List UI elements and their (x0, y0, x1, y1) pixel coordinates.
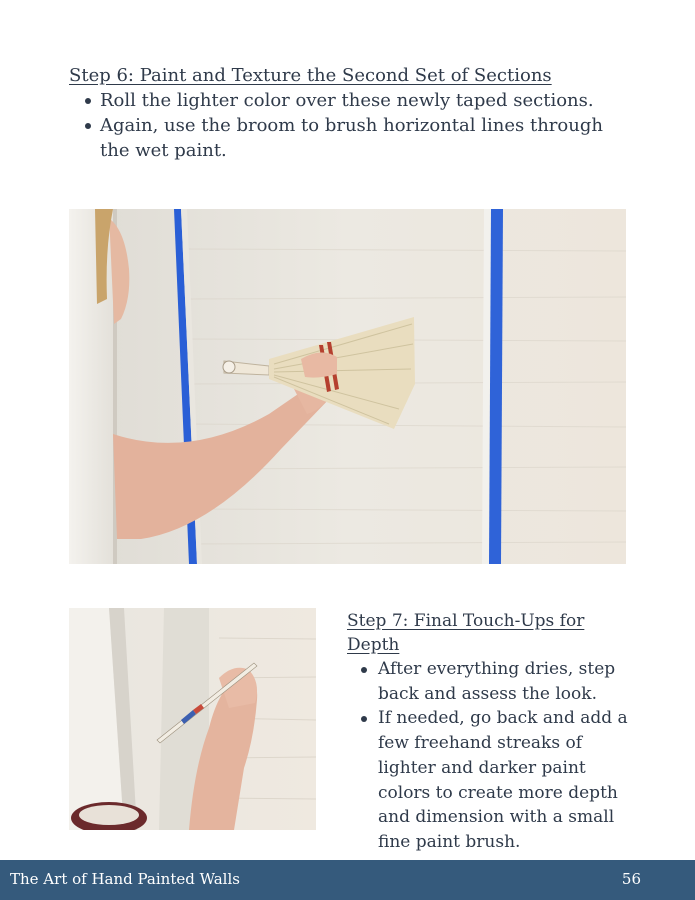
step-6-section (69, 64, 629, 163)
broom-texture-illustration (69, 209, 626, 564)
step-7-section (347, 609, 637, 855)
step-6-heading: Step 6: Paint and Texture the Second Set of Sections (69, 65, 552, 86)
step-7-bullet: If needed, go back and add a few freehand streaks of lighter and darker paint colors to create more depth and dimension with a small fine paint brush. (347, 706, 637, 854)
step-7-bullet-list (347, 657, 637, 855)
step-7-bullet: After everything dries, step back and assess the look. (347, 657, 637, 706)
step-6-bullet: Again, use the broom to brush horizontal lines through the wet paint. (69, 113, 629, 163)
step-7-heading: Step 7: Final Touch-Ups for Depth (347, 611, 585, 655)
broom-texture-photo (69, 209, 626, 564)
fine-brush-photo (69, 608, 316, 830)
book-title: The Art of Hand Painted Walls (10, 870, 240, 888)
page-number: 56 (621, 870, 641, 888)
step-6-bullet-list (69, 88, 629, 163)
fine-brush-illustration (69, 608, 316, 830)
page-footer (0, 860, 695, 900)
step-6-bullet: Roll the lighter color over these newly taped sections. (69, 88, 629, 113)
